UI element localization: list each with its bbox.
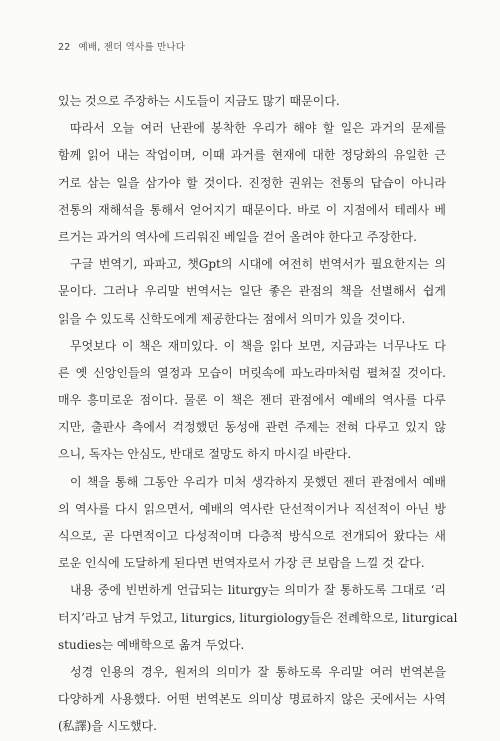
text-line: 르거는 과거의 역사에 드리워진 베일을 걷어 올려야 한다고 주장한다. (58, 229, 417, 244)
paragraph-first-line: 구글 번역기, 파파고, 챗Gpt의 시대에 여전히 번역서가 필요한지는 의 (70, 257, 446, 272)
text-line: 으니, 독자는 안심도, 반대로 절망도 하지 마시길 바란다. (58, 447, 352, 462)
text-line: 로운 인식에 도달하게 된다면 번역자로서 가장 큰 보람을 느낄 것 같다. (58, 556, 425, 571)
body-text (58, 88, 458, 741)
text-line: 매우 흥미로운 점이다. 물론 이 책은 젠더 관점에서 예배의 역사를 다루 (58, 393, 446, 408)
paragraph-first-line: 내용 중에 빈번하게 언급되는 liturgy는 의미가 잘 통하도록 그대로 ‘리 (70, 583, 446, 598)
paragraph-first-line: 따라서 오늘 여러 난관에 봉착한 우리가 해야 할 일은 과거의 문제를 (70, 121, 446, 136)
paragraph-first-line: 성경 인용의 경우, 원저의 의미가 잘 통하도록 우리말 여러 번역본을 (70, 664, 446, 679)
running-header (58, 39, 185, 53)
page-number: 22 (58, 42, 71, 53)
paragraph-first-line: 무엇보다 이 책은 재미있다. 이 책을 읽다 보면, 지금과는 너무나도 다 (70, 338, 446, 353)
text-line: 거로 삼는 일을 삼가야 할 것이다. 진정한 권위는 전통의 답습이 아니라 (58, 175, 446, 190)
text-line: 읽을 수 있도록 신학도에게 제공한다는 점에서 의미가 있을 것이다. (58, 311, 406, 326)
text-line: 른 옛 신앙인들의 열정과 모습이 머릿속에 파노라마처럼 펼쳐질 것이다. (58, 365, 446, 380)
text-line: 문이다. 그러나 우리말 번역서는 일단 좋은 관점의 책을 선별해서 쉽게 (58, 284, 446, 299)
text-line: 전통의 재해석을 통해서 얻어지기 때문이다. 바로 이 지점에서 테레사 베 (58, 202, 446, 217)
text-line: 터지’라고 남겨 두었고, liturgics, liturgiology들은 전례학으로, liturgical (58, 610, 458, 625)
text-line: 의 역사를 다시 읽으면서, 예배의 역사란 단선적이거나 직선적이 아닌 방 (58, 501, 446, 516)
paragraph-first-line: 이 책을 통해 그동안 우리가 미처 생각하지 못했던 젠더 관점에서 예배 (70, 474, 446, 489)
text-line: 다양하게 사용했다. 어떤 번역본도 의미상 명료하지 않은 곳에서는 사역 (58, 692, 446, 707)
running-title: 예배, 젠더 역사를 만나다 (78, 42, 186, 53)
text-line: 지만, 출판사 측에서 걱정했던 동성애 관련 주제는 전혀 다루고 있지 않 (58, 420, 446, 435)
text-line: 있는 것으로 주장하는 시도들이 지금도 많기 때문이다. (58, 94, 340, 108)
text-line: 식으로, 곧 다면적이고 다성적이며 다층적 방식으로 전개되어 왔다는 새 (58, 529, 446, 543)
text-line: (私譯)을 시도했다. (58, 719, 157, 734)
text-line: studies는 예배학으로 옮겨 두었다. (58, 637, 245, 652)
text-line: 함께 읽어 내는 작업이며, 이때 과거를 현재에 대한 정당화의 유일한 근 (58, 148, 446, 163)
